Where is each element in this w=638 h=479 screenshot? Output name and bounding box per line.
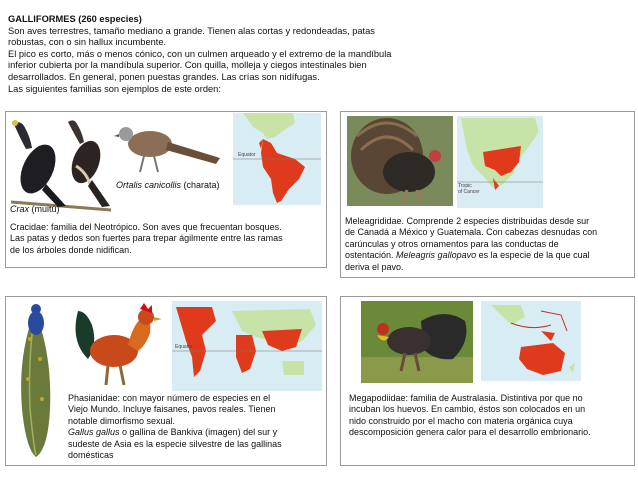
meleagrididae-caption: Meleagrididae. Comprende 2 especies distribuidas desde sur de Canadá a México y Guatemala. Con cabezas desnudas con carúnculas y otros ornamentos para las conductas de ostentación. Meleagris gallopavo es la especie de la que cual deriva el pavo. — [345, 216, 598, 272]
order-title: GALLIFORMES (260 especies) — [8, 14, 142, 24]
ortalis-label: Ortalis canicollis (charata) — [116, 180, 220, 190]
north-america-range-map — [457, 116, 543, 208]
megapode-image — [361, 301, 473, 383]
ortalis-image — [112, 118, 224, 176]
cancer-label: of Cancer — [458, 189, 480, 195]
tropic-label: Tropic — [458, 183, 472, 189]
intro-line: Las siguientes familias son ejemplos de este orden: — [8, 83, 221, 94]
megapodiidae-caption: Megapodiidae: familia de Australasia. Distintiva por que no incuban los huevos. En cambio, éstos son colocados en un nido construido por el macho con materia orgánica cuya descomposición genera calor para el desarrollo embrionario. — [349, 393, 591, 438]
intro-line: inferior cubierta por la mandíbula superior. Con quilla, molleja y ciegos intestinales bien — [8, 60, 367, 71]
equator-label: Equator — [238, 152, 256, 158]
rooster-image — [68, 301, 168, 391]
intro-line: robustas, con o sin hallux incumbente. — [8, 37, 167, 48]
cracidae-caption: Cracidae: familia del Neotrópico. Son aves que frecuentan bosques. Las patas y dedos son fuertes para trepar ágilmente entre las ramas de los árboles donde nidifican. — [10, 222, 283, 255]
peacock-image — [6, 299, 64, 459]
equator-label: Equator — [175, 344, 193, 350]
crax-label: Crax (muitú) — [10, 204, 60, 214]
intro-line: desarrollados. En general, ponen puestas grandes. Las crías son nidífugas. — [8, 71, 320, 82]
turkey-image — [347, 116, 453, 206]
meleagrididae-panel — [340, 111, 635, 278]
intro-text — [8, 14, 418, 95]
intro-line: Son aves terrestres, tamaño mediano a grande. Tienen alas cortas y redondeadas, patas — [8, 25, 375, 36]
cracidae-panel — [5, 111, 327, 268]
old-world-range-map — [172, 301, 322, 391]
phasianidae-panel — [5, 296, 327, 466]
megapodiidae-panel — [340, 296, 635, 466]
phasianidae-caption: Phasianidae: con mayor número de especies en el Viejo Mundo. Incluye faisanes, pavos reales. Tienen notable dimorfismo sexual. Gallus gallus o gallina de Bankiva (imagen) del sur y sudeste de Asia es la especie silvestre de las gallinas domésticas — [68, 393, 282, 461]
neotropic-range-map — [233, 113, 321, 205]
australasia-range-map — [481, 301, 581, 381]
intro-line: El pico es corto, más o menos cónico, con un culmen arqueado y el extremo de la mandíbula — [8, 48, 392, 59]
